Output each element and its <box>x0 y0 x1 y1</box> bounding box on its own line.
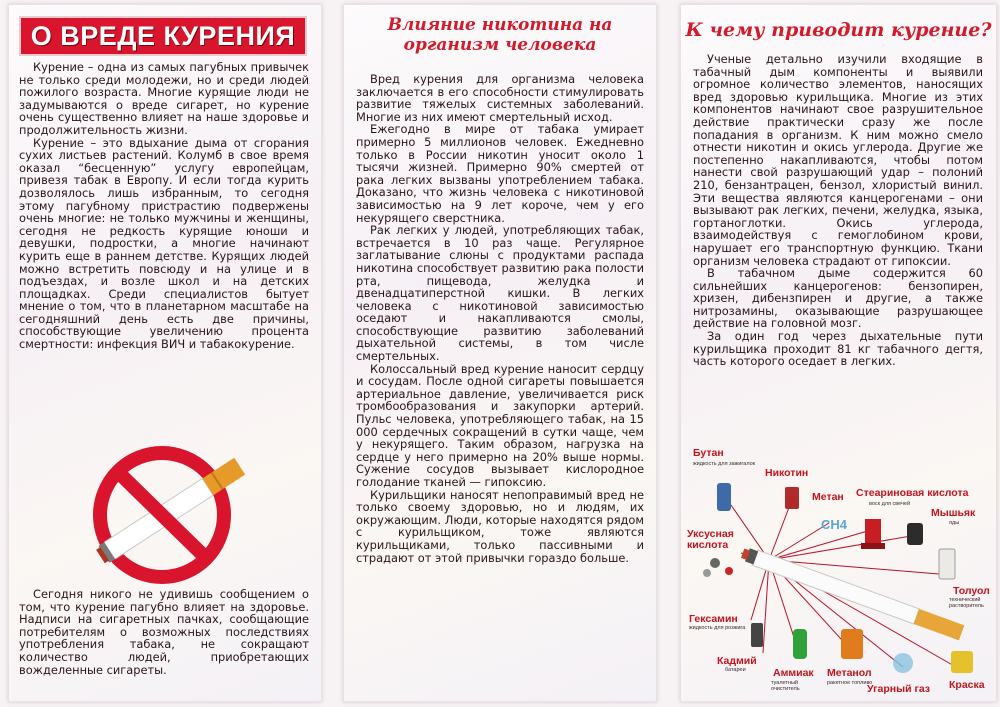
chem-label: Краска <box>949 679 985 691</box>
paragraph: Ежегодно в мире от табака умирает примерно 5 миллионов человек. Ежедневно только в России никотин уносит около 1 тысячи жизней. Примерно 90% смертей от рака легких вызваны употреблением табака. Доказано, что жизнь человека с никотиновой зависимостью на 9 лет короче, чем у его некурящего сверстника. <box>356 122 644 225</box>
toluene-can-icon <box>939 549 955 579</box>
chem-label: Метанол <box>827 667 872 679</box>
chem-label: Мышьяк <box>931 507 976 519</box>
chem-label: Стеариновая кислота <box>856 487 969 499</box>
lighter-icon <box>717 483 731 511</box>
paragraph: Вред курения для организма человека заключается в его способности стимулировать развитие тяжелых системных заболеваний. Многие из них имеют смертельный исход. <box>356 72 644 124</box>
paragraph: Рак легких у людей, употребляющих табак, встречается в 10 раз чаще. Регулярное заглатывание слюны с продуктами распада никотина способствует развитию рака полости рта, пищевода, желудка и двенадцатиперстной кишки. В легких человека с никотиновой зависимостью оседают и накапливаются смолы, способствующие развитию заболеваний дыхательной системы, в том числе смертельных. <box>356 223 644 364</box>
chem-desc: воск для свечей <box>869 501 911 507</box>
battery-icon <box>751 623 763 647</box>
nicotine-bottle-icon <box>785 487 799 509</box>
panel-harm-of-smoking <box>8 4 322 702</box>
chem-desc: технический растворитель <box>949 597 984 609</box>
chem-label: Гексамин <box>689 613 738 625</box>
chem-desc: яды <box>949 520 960 526</box>
chem-label: Метан <box>812 491 844 503</box>
paragraph: Колоссальный вред курение наносит сердцу и сосудам. После одной сигареты повышается артериальное давление, увеличивается риск тромбообразования и закупорки артерий. Пульс человека, употребляющего табак, на 15 000 сердечных сокращений в сутки чаще, чем у некурящего. Таким образом, нагрузка на сердце у него примерно на 20% выше нормы. Сужение сосудов вызывает кислородное голодание тканей — гипоксию. <box>356 361 644 489</box>
nicotine-text <box>356 73 644 564</box>
panel-title: О ВРЕДЕ КУРЕНИЯ <box>30 20 296 51</box>
panel-nicotine-effects <box>343 4 657 702</box>
chem-desc: жидкость для розжига <box>689 625 746 631</box>
chem-desc: батареи <box>725 667 746 673</box>
chem-label: Кадмий <box>717 655 757 667</box>
panel-consequences <box>680 4 997 702</box>
paragraph: В табачном дыме содержится 60 сильнейших канцерогенов: бензопирен, хризен, дибензпирен и другие, а также нитрозамины, оказывающие разрушающее действие на головной мозг. <box>693 266 983 331</box>
ammonia-bottle-icon <box>793 629 807 659</box>
molecule-icon <box>710 558 720 568</box>
methanol-canister-icon <box>841 629 863 659</box>
intro-text <box>19 61 309 351</box>
panel-title <box>344 15 656 55</box>
chem-label: Толуол <box>953 585 990 597</box>
paragraph: Курильщики наносят непоправимый вред не только своему здоровью, но и людям, их окружающим. Люди, которые находятся рядом с курильщиком, тоже являются курильщиками, только пассивными и страдают от этой привычки гораздо больше. <box>356 487 644 565</box>
chem-desc: ракетное топливо <box>827 680 873 686</box>
chem-desc: жидкость для зажигалок <box>693 461 756 467</box>
chem-label: Никотин <box>765 467 809 479</box>
chem-label: Уксусная кислота <box>687 528 734 551</box>
consequences-text <box>693 53 983 368</box>
chem-label: Аммиак <box>773 667 814 679</box>
paragraph: Курение – это вдыхание дыма от сгорания сухих листьев растений. Колумб в свое время оказал “бесценную” услугу европейцам, привезя табак в Европу. И если тогда курить дозволялось лишь избранным, то сегодня этому пагубному пристрастию подвержены очень многие: не только мужчины и женщины, сегодня не редкость курящие юноши и девушки, подростки, а многие начинают курить еще в раннем детстве. Курящих людей можно встретить повсюду и на улице и в подъездах, и возле школ и на детских площадках. Среди специалистов бытует мнение о том, что в планетарном масштабе на сегодняшний день есть две причины, способствующие увеличению процента смертности: инфекция ВИЧ и табакокурение. <box>19 135 309 352</box>
conclusion-text <box>19 588 309 676</box>
paragraph: За один год через дыхательные пути курильщика проходит 81 кг табачного дегтя, часть которого оседает в легких. <box>693 329 983 369</box>
paragraph: Ученые детально изучили входящие в табачный дым компоненты и выявили огромное количество элементов, наносящих вред здоровью курильщика. Многие из этих компонентов начинают свое разрушительное действие практически сразу же после попадания в организм. К ним можно смело отнести никотин и окись углерода. Другие же постепенно накапливаются, чтобы потом нанести свой разрушающий удар – полоний 210, бензантрацен, бензол, хлористый винил. Эти вещества являются канцерогенами – они вызывают рак легких, печени, желудка, языка, гортаноглотки. Окись углерода, взаимодействуя с гемоглобином крови, нарушает его транспортную функцию. Ткани организм человека страдают от гипоксии. <box>693 52 983 268</box>
title-line-2: организм человека <box>403 35 597 55</box>
paint-can-icon <box>951 651 973 673</box>
title-banner <box>19 16 307 56</box>
candle-icon <box>865 519 881 545</box>
paragraph: Курение – одна из самых пагубных привычек не только среди молодежи, но и среди людей пожилого возраста. Многие курящие люди не задумываются о вреде сигарет, но курение очень существенно влияет на наше здоровье и продолжительность жизни. <box>19 60 309 137</box>
poison-bottle-icon <box>907 523 923 545</box>
methane-formula: CH4 <box>821 517 848 532</box>
no-smoking-sign-icon <box>79 435 269 585</box>
cigarette-chemicals-diagram <box>681 445 996 701</box>
title-line-1: Влияние никотина на <box>387 15 613 35</box>
paragraph: Сегодня никого не удивишь сообщением о том, что курение пагубно влияет на здоровье. Надписи на сигаретных пачках, сообщающие потребителям о возможных последствиях употребления табака, не сокращают количество людей, приобретающих вожделенные сигареты. <box>19 587 309 677</box>
chem-label: Бутан <box>693 447 724 459</box>
chem-desc: туалетный очиститель <box>771 680 800 692</box>
chem-label: Угарный газ <box>867 683 930 695</box>
carbon-monoxide-icon <box>893 653 913 673</box>
panel-title: К чему приводит курение? <box>685 19 992 41</box>
